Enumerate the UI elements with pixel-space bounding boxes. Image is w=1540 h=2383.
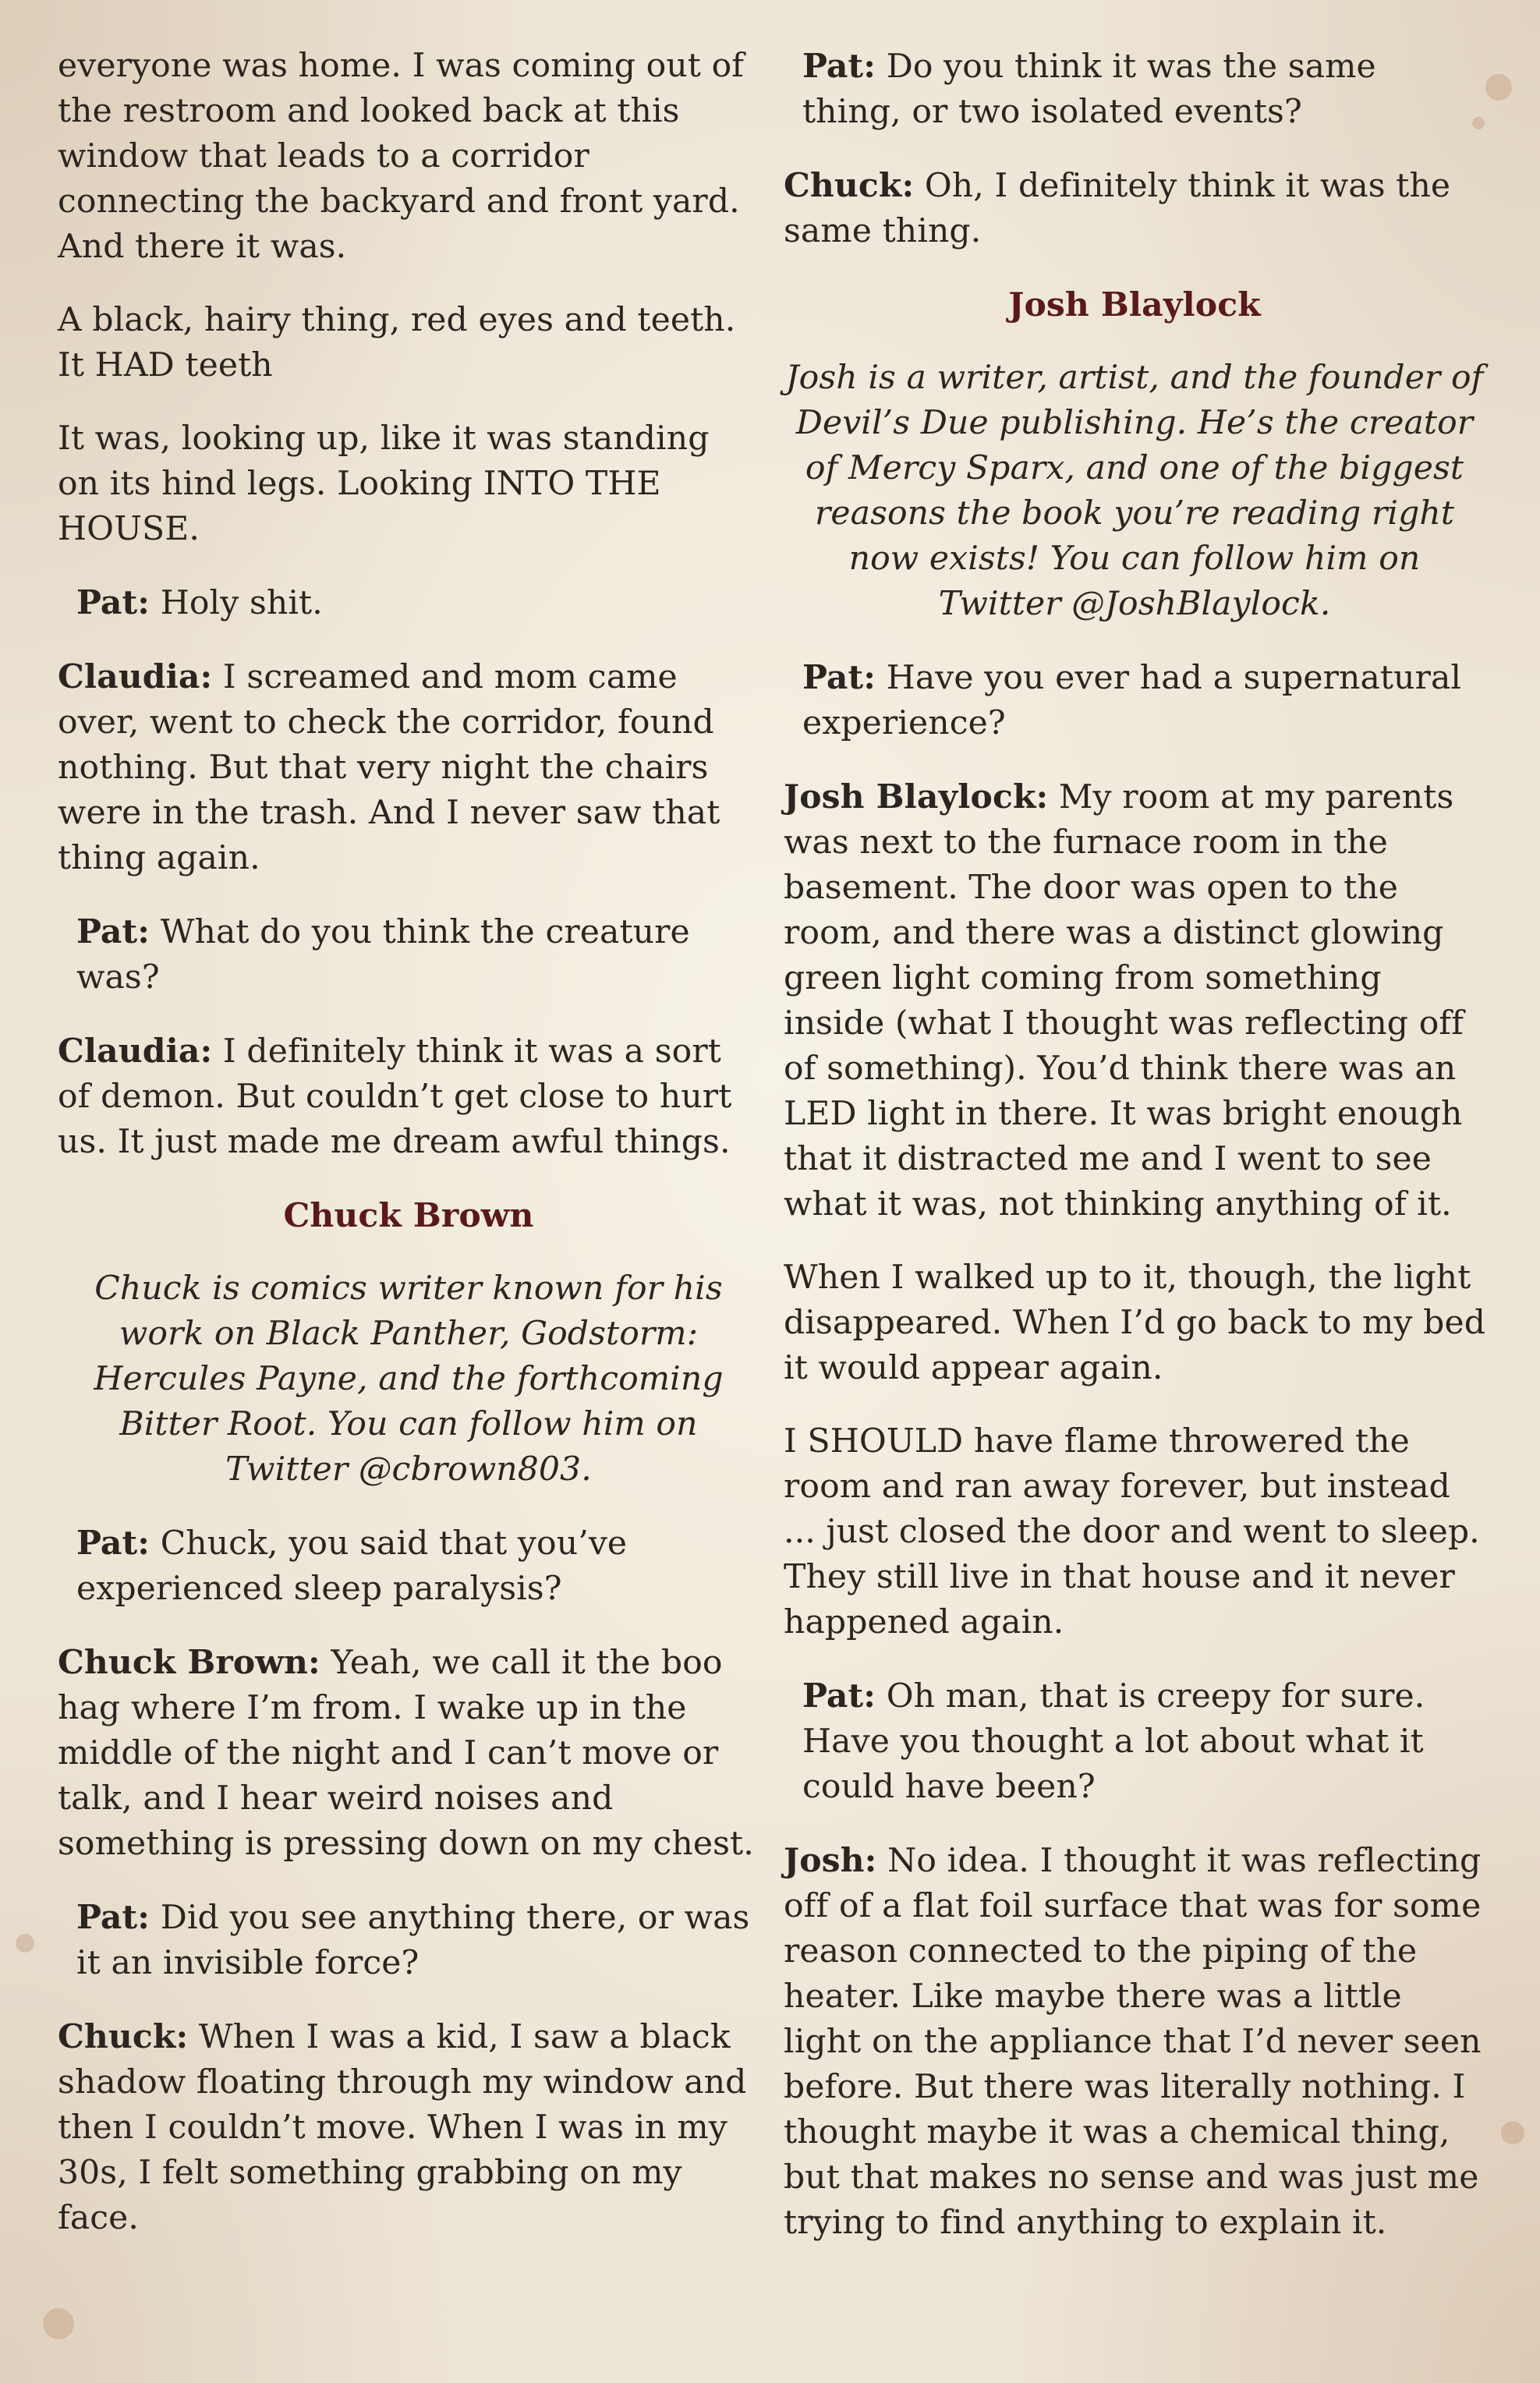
answer xyxy=(58,654,759,881)
speaker-label: Pat: xyxy=(76,1524,150,1563)
question xyxy=(784,44,1485,135)
question xyxy=(58,1521,759,1612)
speaker-label: Pat: xyxy=(76,1898,150,1937)
answer-text: Yeah, we call it the boo hag where I’m from. I wake up in the middle of the night and I can’t move or talk, and I hear weird noises and something is pressing down on my chest. xyxy=(58,1644,754,1863)
section-heading: Josh Blaylock xyxy=(1008,285,1261,324)
question xyxy=(58,580,759,626)
question-text: What do you think the creature was? xyxy=(76,913,690,997)
answer xyxy=(58,2014,759,2241)
paragraph: I SHOULD have flame throwered the room and ran away forever, but instead ... just closed the door and went to sleep. They still live in that house and it never happened again. xyxy=(784,1422,1480,1641)
stain-mark xyxy=(1501,2121,1524,2144)
bio-paragraph: Chuck is comics writer known for his work on Black Panther, Godstorm: Hercules Payne, and the forthcoming Bitter Root. You can follow him on Twitter @cbrown803. xyxy=(94,1269,724,1489)
stain-mark xyxy=(43,2308,74,2339)
answer xyxy=(784,163,1485,254)
speaker-label: Josh: xyxy=(784,1841,877,1880)
speaker-label: Pat: xyxy=(802,658,876,697)
left-column xyxy=(58,44,759,2269)
question-text: Chuck, you said that you’ve experienced sleep paralysis? xyxy=(76,1524,628,1608)
speaker-label: Pat: xyxy=(802,1677,876,1716)
question-text: Oh man, that is creepy for sure. Have you thought a lot about what it could have been? xyxy=(802,1677,1425,1806)
speaker-label: Chuck: xyxy=(784,166,915,205)
question-text: Holy shit. xyxy=(150,584,323,622)
answer-text: My room at my parents was next to the furnace room in the basement. The door was open to the room, and there was a distinct glowing green light coming from something inside (what I thought was reflecting off of something). You’d think there was an LED light in there. It was bright enough that it distracted me and I went to see what it was, not thinking anything of it. xyxy=(784,778,1464,1223)
answer-text: Oh, I definitely think it was the same thing. xyxy=(784,167,1451,250)
question-text: Have you ever had a supernatural experience? xyxy=(802,659,1462,742)
right-column xyxy=(784,44,1485,2274)
stain-mark xyxy=(1485,74,1512,101)
question xyxy=(784,1673,1485,1810)
answer xyxy=(784,774,1485,1227)
answer-text: When I was a kid, I saw a black shadow floating through my window and then I couldn’t move. When I was in my 30s, I felt something grabbing on my face. xyxy=(58,2018,747,2237)
answer xyxy=(58,1640,759,1867)
bio-paragraph: Josh is a writer, artist, and the founder of Devil’s Due publishing. He’s the creator of Mercy Sparx, and one of the biggest reasons the book you’re reading right now exists! You can follow him on Twitter @JoshBlaylock. xyxy=(785,359,1484,623)
section-heading: Chuck Brown xyxy=(283,1196,534,1235)
question xyxy=(58,1895,759,1986)
speaker-label: Pat: xyxy=(802,47,876,86)
answer-text: No idea. I thought it was reflecting off of a flat foil surface that was for some reason connected to the piping of the heater. Like maybe there was a little light on the appliance that I’d never seen before. But there was literally nothing. I thought maybe it was a chemical thing, but that makes no sense and was just me trying to find anything to explain it. xyxy=(784,1842,1482,2242)
question xyxy=(58,909,759,1000)
paragraph: A black, hairy thing, red eyes and teeth. It HAD teeth xyxy=(58,301,736,384)
question xyxy=(784,655,1485,746)
speaker-label: Claudia: xyxy=(58,1032,213,1071)
speaker-label: Pat: xyxy=(76,583,150,622)
paragraph: When I walked up to it, though, the light disappeared. When I’d go back to my bed it would appear again. xyxy=(784,1259,1486,1387)
speaker-label: Chuck: xyxy=(58,2017,189,2056)
speaker-label: Chuck Brown: xyxy=(58,1643,320,1682)
paragraph: It was, looking up, like it was standing on its hind legs. Looking INTO THE HOUSE. xyxy=(58,420,710,548)
question-text: Did you see anything there, or was it an invisible force? xyxy=(76,1899,750,1982)
answer xyxy=(58,1029,759,1165)
answer xyxy=(784,1838,1485,2246)
answer-text: I definitely think it was a sort of demon. But couldn’t get close to hurt us. It just made me dream awful things. xyxy=(58,1032,732,1161)
question-text: Do you think it was the same thing, or two isolated events? xyxy=(802,48,1376,131)
speaker-label: Josh Blaylock: xyxy=(784,777,1049,816)
stain-mark xyxy=(16,1934,34,1953)
speaker-label: Pat: xyxy=(76,912,150,951)
paragraph: everyone was home. I was coming out of the restroom and looked back at this window that leads to a corridor connecting the backyard and front yard. And there it was. xyxy=(58,47,745,266)
speaker-label: Claudia: xyxy=(58,657,213,696)
answer-text: I screamed and mom came over, went to check the corridor, found nothing. But that very night the chairs were in the trash. And I never saw that thing again. xyxy=(58,658,720,877)
